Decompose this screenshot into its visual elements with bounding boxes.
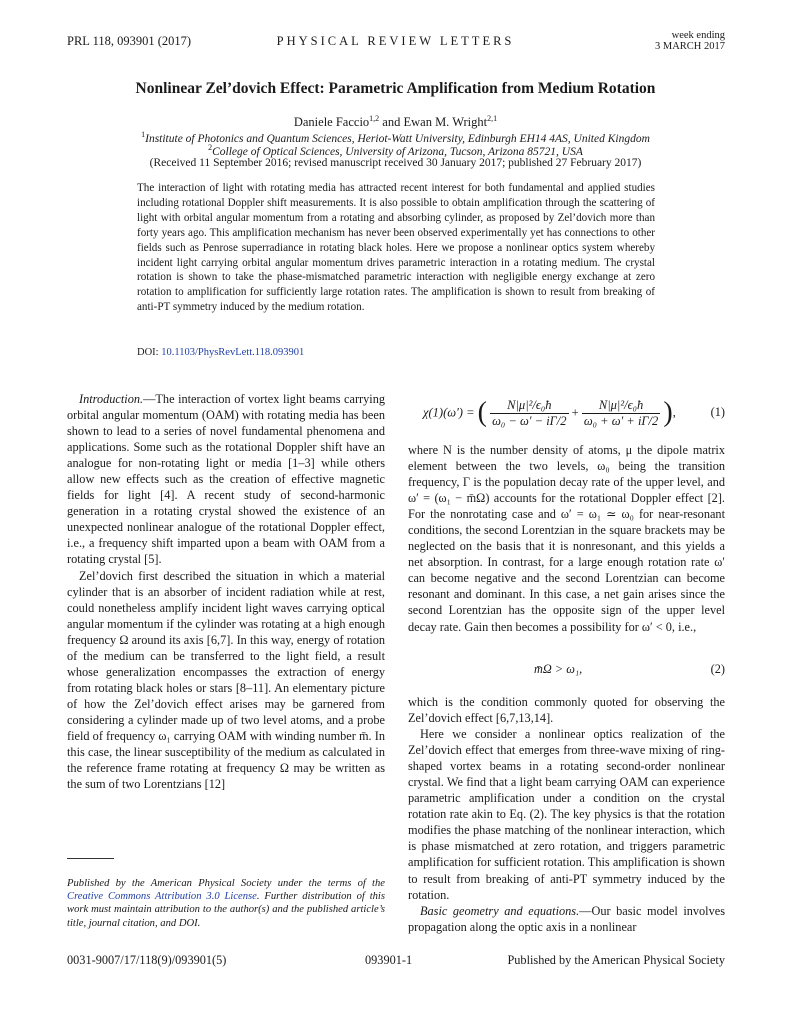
- eq2-number: (2): [710, 662, 725, 676]
- eq2-body: m̄Ω > ω₁,: [534, 662, 583, 676]
- affiliation-2-marker: 2: [208, 143, 213, 152]
- eq1-num-2: N|μ|²/ϵ₀ħ: [582, 398, 660, 414]
- susceptibility-paragraph: where N is the number density of atoms, μ the dipole matrix element between the two levels, ω₀ being the transition frequency, Γ is the population decay rate of the upper level, and ω′ = (ω₁ − m̄Ω) accounts for the rotational Doppler effect [2]. For the nonrotating case and ω′ = ω₁ ≃ ω₀ for near-resonant conditions, the second Lorentzian in the square brackets may be neglected on the basis that it is nonresonant, and this yields a net absorption. In contrast, for a large enough rotation rate ω′ can become negative and the second Lorentzian can become resonant and dominant. In this case, a net gain arises since the second Lorentzian has the opposite sign of the upper level decay rate. Gain then becomes a possibility for ω′ < 0, i.e.,: [408, 443, 725, 634]
- license-pre: Published by the American Physical Society under the terms of the: [67, 878, 385, 889]
- running-header-citation: PRL 118, 093901 (2017): [67, 34, 192, 48]
- license-post: . Further distribution of this work must maintain attribution to the author(s) and the published article’s title, journal citation, and DOI.: [67, 891, 385, 929]
- doi: [137, 347, 304, 358]
- footer-publisher: Published by the American Physical Society: [507, 953, 725, 967]
- affiliation-1-marker: 1: [141, 130, 146, 139]
- author-1-affil: 1,2: [369, 114, 380, 123]
- eq1-den-2: ω₀ + ω′ + iΓ/2: [583, 413, 659, 428]
- journal-name: PHYSICAL REVIEW LETTERS: [276, 34, 515, 48]
- geometry-text: —Our basic model involves propagation along the optic axis in a nonlinear: [408, 903, 725, 934]
- author-conjunction: and: [379, 115, 404, 130]
- author-2-affil: 2,1: [487, 114, 498, 123]
- geometry-heading: Basic geometry and equations.: [420, 903, 580, 918]
- equation-1: χ(1)(ω′) = ( $\frac{\text{N|μ|²/ϵ₀ħ}}{\text{ω₀ − ω′ − iΓ/2}}$ + $\frac{\text{N|μ|²/ϵ₀ħ}}{\text{ω₀ + ω′ + iΓ/2}}$ ), (1): [423, 397, 725, 428]
- eq1-fraction-1: [490, 398, 568, 429]
- right-column-part-2: [408, 694, 725, 935]
- affiliation-2: [0, 143, 791, 158]
- doi-link[interactable]: 10.1103/PhysRevLett.118.093901: [161, 347, 305, 358]
- footer-code: 0031-9007/17/118(9)/093901(5): [67, 953, 227, 967]
- eq1-den-1: ω₀ − ω′ − iΓ/2: [492, 413, 567, 428]
- page-number: 093901-1: [365, 953, 413, 967]
- eq1-open-paren: (: [477, 397, 487, 428]
- affiliation-2-text: College of Optical Sciences, University of Arizona, Tucson, Arizona 85721, USA: [212, 145, 583, 158]
- eq1-close-paren: ): [663, 397, 673, 428]
- zeldovich-paragraph: Zel’dovich first described the situation in which a material cylinder that is an absorber of incident radiation while at rest, could nonetheless amplify incident light waves carrying optical angular momentum if the cylinder was rotating at a high enough frequency Ω around its axis [6,7]. In this way, energy of rotation of the medium can be transferred to the light field, a result whose generalization encompasses the extraction of energy from rotating black holes or stars [8–11]. An elementary picture of how the Zel’dovich effect arises may be garnered from considering a cylinder made up of two level atoms, and a probe field of frequency ω₁ carrying OAM with winding number m̄. In this case, the linear susceptibility of the medium as calculated in the reference frame rotating at frequency Ω may be written as the sum of two Lorentzians [12]: [67, 568, 385, 792]
- eq1-number: (1): [710, 405, 725, 419]
- issue-date: [655, 30, 725, 52]
- license-note: [67, 877, 385, 930]
- geometry-paragraph: [408, 903, 725, 935]
- eq1-lhs: χ(1)(ω′) =: [423, 405, 475, 420]
- right-column-part-1: [408, 442, 725, 635]
- eq1-plus: +: [571, 405, 579, 420]
- intro-paragraph: [67, 391, 385, 568]
- author-2: Ewan M. Wright: [403, 115, 488, 130]
- eq1-num-1: N|μ|²/ϵ₀ħ: [490, 398, 568, 414]
- issue-date-label: week ending: [671, 30, 725, 41]
- eq1-fraction-2: [582, 398, 660, 429]
- received-dates: (Received 11 September 2016; revised manuscript received 30 January 2017; published 27 February 2017): [149, 157, 642, 169]
- footnote-rule: [67, 858, 114, 859]
- license-link[interactable]: Creative Commons Attribution 3.0 License: [67, 891, 257, 903]
- proposal-paragraph: Here we consider a nonlinear optics realization of the Zel’dovich effect that emerges from three-wave mixing of ring-shaped vortex beams in a rotating second-order nonlinear crystal. We find that a light beam carrying OAM can experience parametric amplification under a condition on the crystal rotation rate akin to Eq. (2). The key physics is that the rotation modifies the phase matching of the nonlinear interaction, which is phase mismatched at zero rotation, and triggers parametric amplification for sufficient rotation. This amplification is shown to result from breaking of anti-PT symmetry induced by the rotation.: [408, 727, 725, 902]
- affiliation-1-text: Institute of Photonics and Quantum Sciences, Heriot-Watt University, Edinburgh EH14 4AS, United Kingdom: [145, 132, 650, 145]
- author-1: Daniele Faccio: [293, 115, 370, 130]
- paper-title: Nonlinear Zel’dovich Effect: Parametric Amplification from Medium Rotation: [135, 80, 656, 97]
- abstract: The interaction of light with rotating media has attracted recent interest for both fundamental and applied studies including rotational Doppler shift measurements. It is also possible to obtain amplification through the scattering of light with orbital angular momentum from a rotating and absorbing cylinder, as proposed by Zel’dovich more than forty years ago. This amplification mechanism has never been observed experimentally yet has connections to other fields such as Penrose superradiance in rotating black holes. Here we propose a nonlinear optics system whereby incident light carrying orbital angular momentum drives parametric interaction in a rotating medium. The crystal rotation is shown to take the phase-mismatched parametric interaction with negligible energy exchange at zero rotation to amplification for sufficiently large rotation rates. The amplification is shown to result from breaking of anti-PT symmetry induced by the medium rotation.: [137, 182, 655, 314]
- intro-text: —The interaction of vortex light beams carrying orbital angular momentum (OAM) with rotating media has been shown to lead to a series of novel fundamental phenomena and applications. Some such as the rotational Doppler shift have an analogue for non-rotating light or media [1–3] while others allow new effects such as the creation of effective magnetic fields for light [4]. A recent study of second-harmonic generation in a rotating crystal showed the existence of an unexpected nonlinear analogue of the rotational Doppler effect, i.e., a frequency shift imparted upon a beam with OAM from a rotating crystal [5].: [67, 392, 385, 567]
- left-column: [67, 391, 385, 792]
- issue-date-value: 3 MARCH 2017: [654, 41, 725, 52]
- doi-label: DOI:: [137, 347, 159, 358]
- condition-paragraph: which is the condition commonly quoted for observing the Zel’dovich effect [6,7,13,14].: [408, 695, 725, 726]
- author-list: [0, 114, 791, 130]
- intro-heading: Introduction.: [79, 392, 144, 406]
